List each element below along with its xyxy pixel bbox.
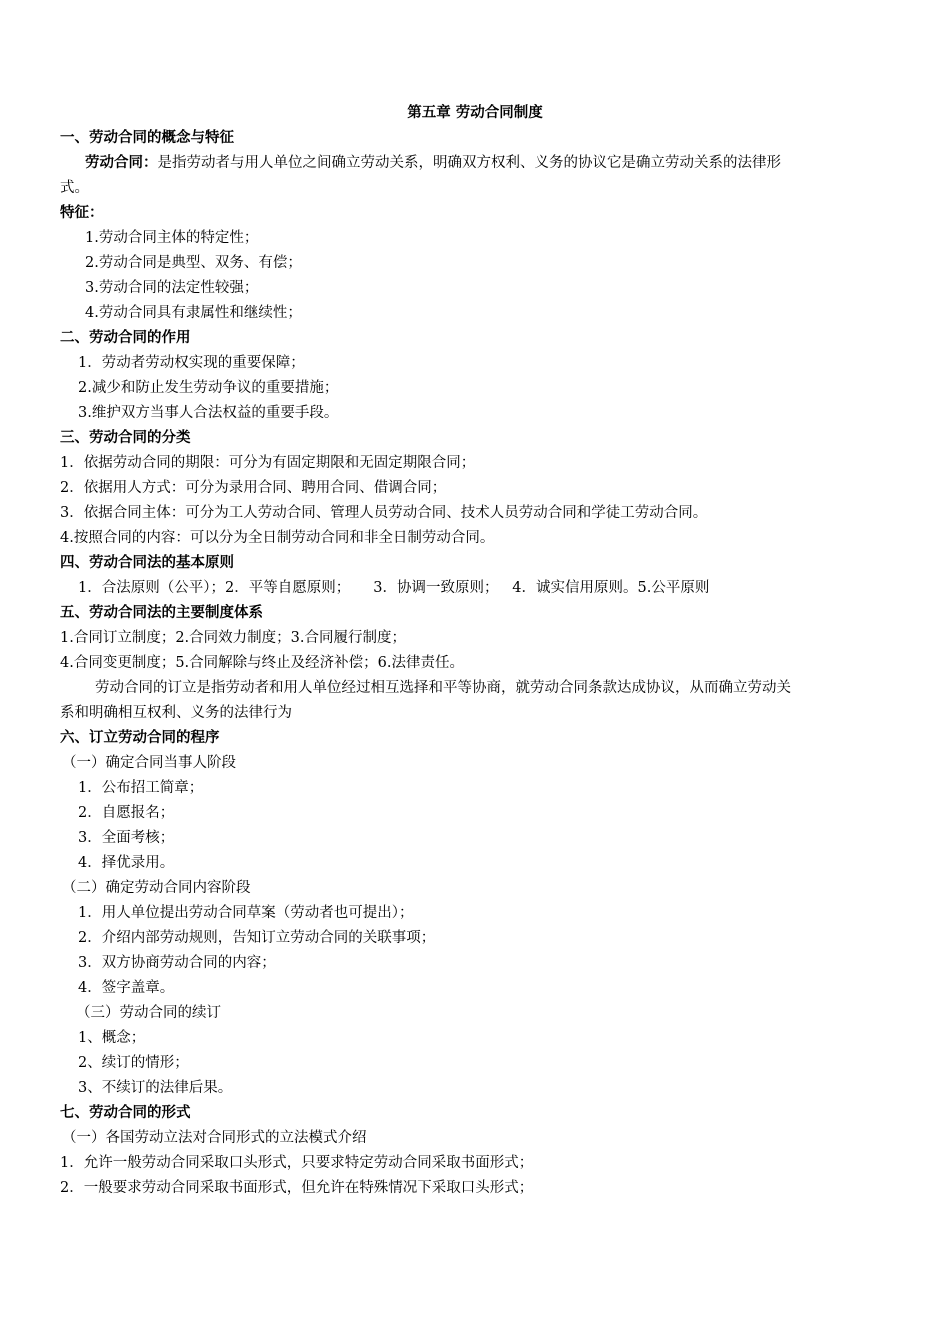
list-item: 4．签字盖章。 <box>78 980 175 996</box>
list-item: 2．一般要求劳动合同采取书面形式，但允许在特殊情况下采取口头形式； <box>60 1180 534 1196</box>
definition-term: 劳动合同： <box>85 154 158 171</box>
section-heading-6: 六、订立劳动合同的程序 <box>60 729 220 746</box>
list-item: 3．全面考核； <box>78 830 175 846</box>
list-item: 2、续订的情形； <box>78 1055 189 1071</box>
list-item: 4.按照合同的内容：可以分为全日制劳动合同和非全日制劳动合同。 <box>60 530 495 546</box>
list-item: 1.合同订立制度；2.合同效力制度；3.合同履行制度； <box>60 630 407 646</box>
list-item: 1、概念； <box>78 1030 146 1046</box>
subsection-label: （一）各国劳动立法对合同形式的立法模式介绍 <box>62 1130 367 1146</box>
principles-line: 1．合法原则（公平）；2．平等自愿原则； 3．协调一致原则； 4．诚实信用原则。5.公平原则 <box>78 580 710 596</box>
section-heading-7: 七、劳动合同的形式 <box>60 1104 191 1121</box>
paragraph: 劳动合同的订立是指劳动者和用人单位经过相互选择和平等协商，就劳动合同条款达成协议，从而确立劳动关 <box>95 680 791 696</box>
list-item: 4．择优录用。 <box>78 855 175 871</box>
list-item: 2．自愿报名； <box>78 805 175 821</box>
list-item: 3．双方协商劳动合同的内容； <box>78 955 276 971</box>
subsection-label: （二）确定劳动合同内容阶段 <box>62 880 251 896</box>
subsection-label: （一）确定合同当事人阶段 <box>62 755 236 771</box>
list-item: 1．劳动者劳动权实现的重要保障； <box>78 355 305 371</box>
feature-item: 3.劳动合同的法定性较强； <box>85 280 259 296</box>
list-item: 4.合同变更制度；5.合同解除与终止及经济补偿；6.法律责任。 <box>60 655 465 671</box>
list-item: 3.维护双方当事人合法权益的重要手段。 <box>78 405 339 421</box>
list-item: 2．介绍内部劳动规则，告知订立劳动合同的关联事项； <box>78 930 436 946</box>
definition-line <box>85 154 900 172</box>
section-heading-2: 二、劳动合同的作用 <box>60 329 191 346</box>
paragraph-cont: 系和明确相互权利、义务的法律行为 <box>60 705 292 721</box>
list-item: 3、不续订的法律后果。 <box>78 1080 233 1096</box>
list-item: 3．依据合同主体：可分为工人劳动合同、管理人员劳动合同、技术人员劳动合同和学徒工劳动合同。 <box>60 505 708 521</box>
list-item: 1．依据劳动合同的期限：可分为有固定期限和无固定期限合同； <box>60 455 476 471</box>
list-item: 1．允许一般劳动合同采取口头形式，只要求特定劳动合同采取书面形式； <box>60 1155 534 1171</box>
list-item: 1．公布招工简章； <box>78 780 204 796</box>
section-heading-3: 三、劳动合同的分类 <box>60 429 191 446</box>
feature-item: 2.劳动合同是典型、双务、有偿； <box>85 255 302 271</box>
subsection-label: （三）劳动合同的续订 <box>76 1005 221 1021</box>
feature-item: 1.劳动合同主体的特定性； <box>85 230 259 246</box>
page-title: 第五章 劳动合同制度 <box>407 104 543 121</box>
features-label: 特征： <box>60 204 104 221</box>
section-heading-5: 五、劳动合同法的主要制度体系 <box>60 604 263 621</box>
section-heading-1: 一、劳动合同的概念与特征 <box>60 129 234 146</box>
definition-text-cont: 式。 <box>60 180 89 196</box>
definition-text: 是指劳动者与用人单位之间确立劳动关系，明确双方权利、义务的协议它是确立劳动关系的法律形 <box>157 155 781 171</box>
section-heading-4: 四、劳动合同法的基本原则 <box>60 554 234 571</box>
list-item: 2.减少和防止发生劳动争议的重要措施； <box>78 380 339 396</box>
list-item: 2．依据用人方式：可分为录用合同、聘用合同、借调合同； <box>60 480 447 496</box>
feature-item: 4.劳动合同具有隶属性和继续性； <box>85 305 302 321</box>
list-item: 1．用人单位提出劳动合同草案（劳动者也可提出）； <box>78 905 414 921</box>
